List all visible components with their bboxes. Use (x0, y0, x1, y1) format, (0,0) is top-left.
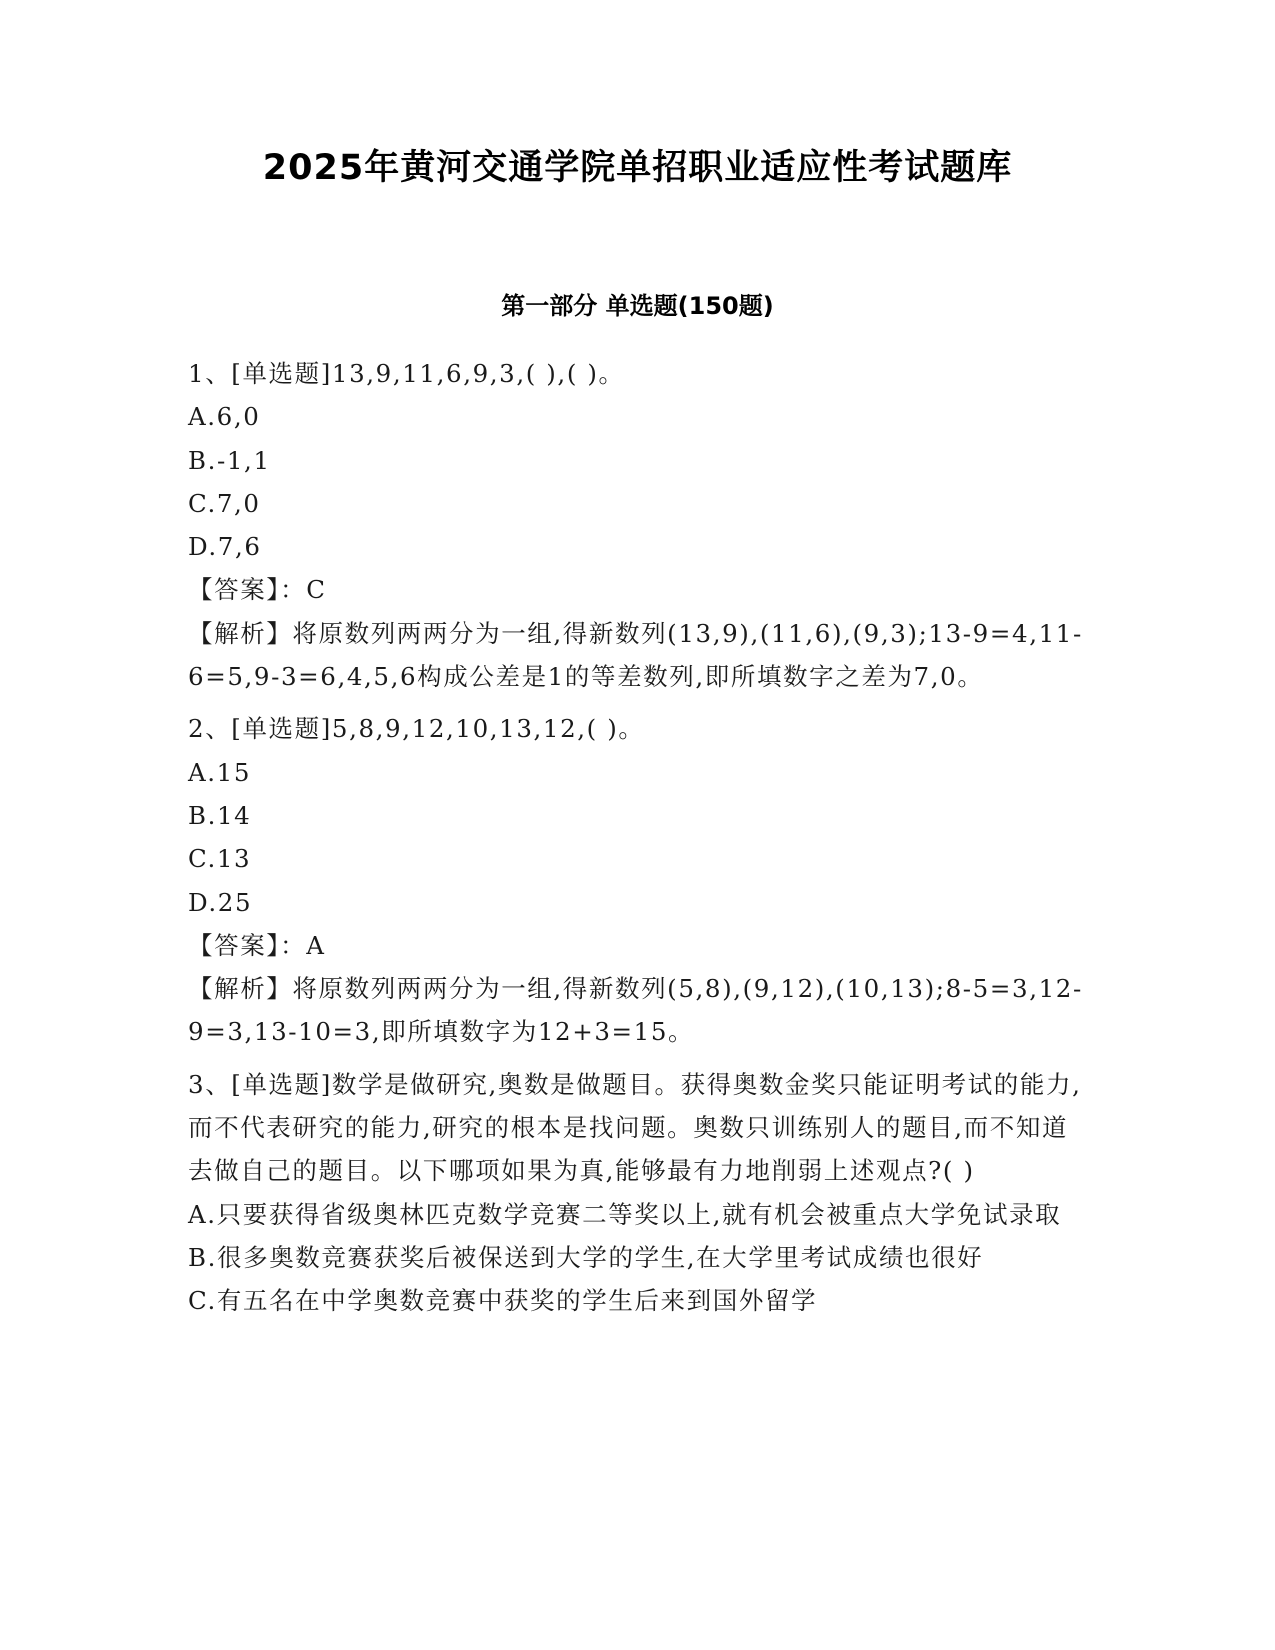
question-stem: 1、[单选题]13,9,11,6,9,3,( ),( )。 (188, 359, 625, 388)
option-c: C.13 (188, 844, 252, 874)
question-1 (188, 352, 1088, 698)
option-a: A.6,0 (188, 402, 261, 432)
question-stem: 2、[单选题]5,8,9,12,10,13,12,( )。 (188, 714, 645, 744)
question-3 (188, 1063, 1088, 1323)
document-title: 2025年黄河交通学院单招职业适应性考试题库 (262, 148, 1013, 188)
question-list (188, 352, 1088, 1332)
option-b: B.很多奥数竞赛获奖后被保送到大学的学生,在大学里考试成绩也很好 (188, 1242, 984, 1272)
option-b: B.-1,1 (188, 445, 271, 475)
analysis: 【解析】将原数列两两分为一组,得新数列(13,9),(11,6),(9,3);13-9=4,11-6=5,9-3=6,4,5,6构成公差是1的等差数列,即所填数字之差为7,0。 (188, 618, 1083, 692)
option-a: A.15 (188, 757, 252, 787)
answer: 【答案】：C (188, 575, 327, 605)
option-d: D.7,6 (188, 532, 262, 562)
option-c: C.有五名在中学奥数竞赛中获奖的学生后来到国外留学 (188, 1286, 818, 1316)
question-2 (188, 707, 1088, 1053)
option-b: B.14 (188, 800, 252, 830)
section-heading: 第一部分 单选题(150题) (501, 292, 774, 320)
answer: 【答案】：A (188, 930, 326, 960)
option-c: C.7,0 (188, 488, 261, 518)
option-a: A.只要获得省级奥林匹克数学竞赛二等奖以上,就有机会被重点大学免试录取 (188, 1199, 1062, 1229)
question-stem: 3、[单选题]数学是做研究,奥数是做题目。获得奥数金奖只能证明考试的能力,而不代表研究的能力,研究的根本是找问题。奥数只训练别人的题目,而不知道去做自己的题目。以下哪项如果为真,能够最有力地削弱上述观点?( ) (188, 1069, 1082, 1186)
option-d: D.25 (188, 887, 253, 917)
analysis: 【解析】将原数列两两分为一组,得新数列(5,8),(9,12),(10,13);8-5=3,12-9=3,13-10=3,即所填数字为12+3=15。 (188, 974, 1083, 1047)
